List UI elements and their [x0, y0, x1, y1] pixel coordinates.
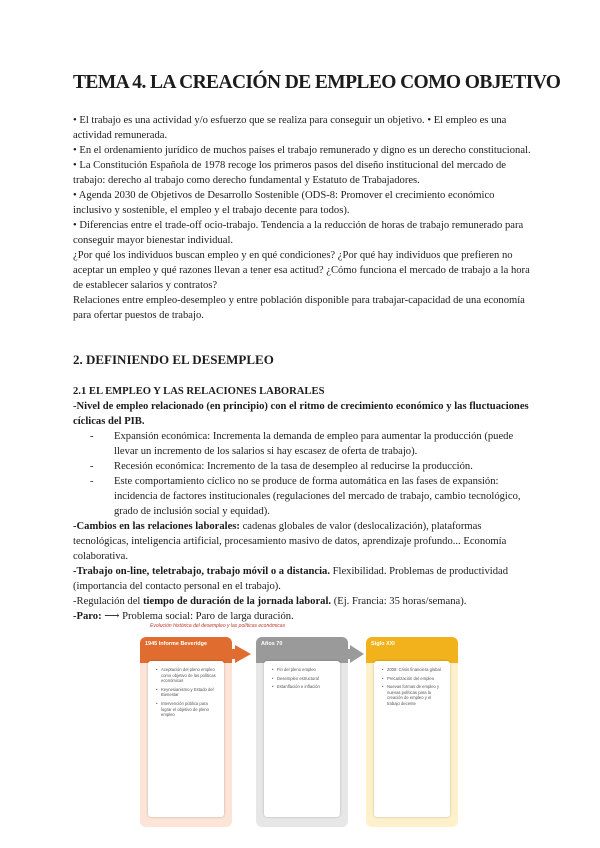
card-item: • Keynesianismo y Estado del Bienestar — [156, 687, 219, 698]
dash-item: - Recesión económica: Incremento de la tasa de desempleo al reducirse la producción. — [90, 461, 473, 472]
lead-paragraph: -Nivel de empleo relacionado (en principio) con el ritmo de crecimiento económico y las fluctuaciones cíclicas del PIB. — [73, 401, 529, 427]
intro-paragraph: • Diferencias entre el trade-off ocio-trabajo. Tendencia a la reducción de horas de trabajo remunerado para conseguir mayor bienestar individual. — [73, 220, 524, 246]
dash-item: - Este comportamiento cíclico no se produce de forma automática en las fases de expansión: incidencia de factores institucionales (regulaciones del mercado de trabajo, cambio tecnológico, grado de inclusión social y equidad). — [90, 476, 521, 517]
paro-text: ⟶ Problema social: Paro de larga duración. — [101, 611, 294, 622]
regulacion-text: (Ej. Francia: 35 horas/semana). — [331, 596, 467, 607]
arrow-right-icon — [235, 645, 251, 663]
trabajo-label: -Trabajo on-line, teletrabajo, trabajo móvil o a distancia. — [73, 566, 330, 577]
cambios-paragraph — [73, 519, 533, 564]
intro-paragraph: ¿Por qué los individuos buscan empleo y en qué condiciones? ¿Por qué hay individuos que prefieren no aceptar un empleo y qué razones llevan a tener esa actitud? ¿Cómo funciona el mercado de trabajo a la hora de establecer salarios y contratos? — [73, 250, 530, 291]
timeline-column-xxi — [366, 637, 458, 827]
paro-paragraph — [73, 609, 533, 624]
intro-paragraph: Relaciones entre empleo-desempleo y entre población disponible para trabajar-capacidad de una economía para ofertar puestos de trabajo. — [73, 295, 525, 321]
section-heading: 2. DEFINIENDO EL DESEMPLEO — [73, 352, 274, 367]
column-header: Siglo XXI — [366, 637, 458, 663]
column-card — [148, 661, 224, 817]
dash-item-text: Expansión económica: Incrementa la demanda de empleo para aumentar la producción (puede llevar un incremento de los salarios si hay escasez de oferta de trabajo). — [114, 431, 514, 457]
intro-paragraph: • El trabajo es una actividad y/o esfuerzo que se realiza para conseguir un objetivo. • El empleo es una actividad remunerada. — [73, 115, 507, 141]
page-title: TEMA 4. LA CREACIÓN DE EMPLEO COMO OBJETIVO — [73, 72, 561, 93]
subsection-heading: 2.1 EL EMPLEO Y LAS RELACIONES LABORALES — [73, 386, 325, 397]
card-item: • Fin del pleno empleo — [272, 667, 335, 673]
cambios-label: -Cambios en las relaciones laborales: — [73, 521, 240, 532]
trabajo-text: Flexibilidad. Problemas de productividad (importancia del contacto personal en el trabajo). — [73, 566, 508, 592]
timeline-column-1945 — [140, 637, 232, 827]
trabajo-paragraph — [73, 564, 533, 594]
card-item: • Precarización del empleo — [382, 676, 445, 682]
card-item: • Estanflación e inflación — [272, 684, 335, 690]
dash-item-text: Recesión económica: Incremento de la tasa de desempleo al reducirse la producción. — [114, 461, 473, 472]
regulacion-prefix: -Regulación del — [73, 596, 144, 607]
timeline-column-70s — [256, 637, 348, 827]
arrow-right-icon — [350, 645, 364, 663]
column-card — [374, 661, 450, 817]
intro-section — [73, 113, 533, 323]
diagram-title: Evolución histórica del desempleo y las políticas económicas — [150, 623, 286, 629]
card-item: • Desempleo estructural — [272, 676, 335, 682]
column-card — [264, 661, 340, 817]
card-item: • 2008: Crisis financiera global — [382, 667, 445, 673]
paro-label: -Paro: — [73, 611, 102, 622]
cambios-text: cadenas globales de valor (deslocalización), plataformas tecnológicas, inteligencia artificial, procesamiento masivo de datos, aprendizaje profundo... Economía colaborativa. — [73, 521, 507, 562]
timeline-diagram — [140, 623, 460, 833]
card-item: • Nuevas formas de empleo y nuevas políticas para la creación de empleo y el trabajo decente — [382, 684, 445, 706]
regulacion-paragraph — [73, 594, 533, 609]
column-header: 1945 Informe Beveridge — [140, 637, 232, 663]
dash-item-text: Este comportamiento cíclico no se produce de forma automática en las fases de expansión: incidencia de factores institucionales (regulaciones del mercado de trabajo, cambio tecnológico, grado de inclusión social y equidad). — [114, 476, 521, 517]
section2-body — [73, 399, 533, 624]
card-item: • Intervención pública para lograr el objetivo de pleno empleo — [156, 701, 219, 718]
regulacion-label: tiempo de duración de la jornada laboral. — [143, 596, 332, 607]
intro-paragraph: • Agenda 2030 de Objetivos de Desarrollo Sostenible (ODS-8: Promover el crecimiento económico inclusivo y sostenible, el empleo y el trabajo decente para todos). — [73, 190, 495, 216]
dash-item: - Expansión económica: Incrementa la demanda de empleo para aumentar la producción (puede llevar un incremento de los salarios si hay escasez de oferta de trabajo). — [90, 431, 514, 457]
intro-paragraph: • La Constitución Española de 1978 recoge los primeros pasos del diseño institucional del mercado de trabajo: derecho al trabajo como derecho fundamental y Estatuto de Trabajadores. — [73, 160, 506, 186]
intro-paragraph: • En el ordenamiento jurídico de muchos países el trabajo remunerado y digno es un derecho constitucional. — [73, 145, 531, 156]
column-header: Años 70 — [256, 637, 348, 663]
card-item: • Aceptación del pleno empleo como objetivo de las políticas económicas — [156, 667, 219, 684]
